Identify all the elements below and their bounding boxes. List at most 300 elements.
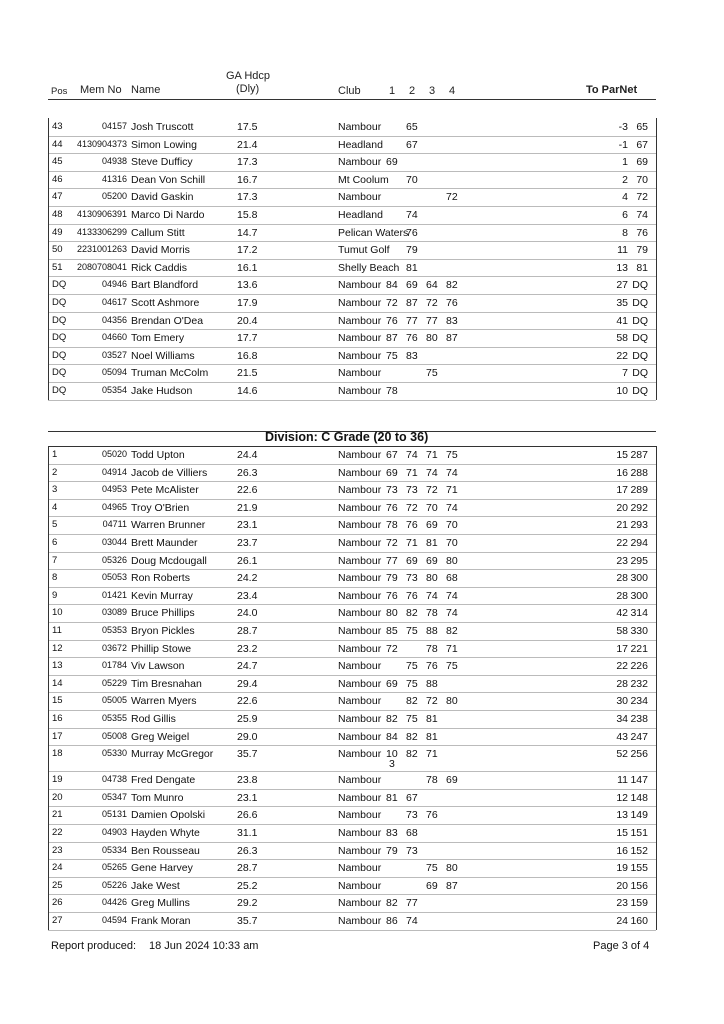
position-cell: 47 — [52, 191, 63, 203]
position-cell: 22 — [52, 827, 63, 838]
club-cell: Nambour — [338, 156, 382, 169]
club-cell: Nambour — [338, 660, 382, 673]
table-row — [48, 859, 656, 877]
round2-cell: 76 — [406, 226, 418, 239]
club-cell: Nambour — [338, 449, 382, 461]
member-number-cell: 04617 — [101, 297, 127, 307]
member-number-cell: 04356 — [101, 314, 127, 325]
club-cell: Nambour — [338, 897, 382, 910]
handicap-cell: 20.4 — [237, 314, 258, 327]
table-row — [48, 587, 656, 605]
member-number-cell: 03527 — [101, 349, 127, 360]
player-name-cell: Ben Rousseau — [131, 844, 200, 857]
round2-cell: 76 — [406, 519, 418, 532]
player-name-cell: Bryon Pickles — [131, 625, 195, 637]
round1-header: 1 — [389, 85, 396, 97]
player-name-cell: Dean Von Schill — [131, 173, 206, 186]
table-row — [48, 224, 656, 242]
member-number-cell: 05053 — [101, 572, 127, 583]
to-par-cell: -1 — [618, 138, 628, 151]
round3-cell: 72 — [426, 297, 438, 309]
member-number-cell: 04594 — [101, 915, 127, 925]
member-number-cell: 05226 — [101, 879, 127, 890]
round4-cell: 83 — [446, 314, 458, 327]
round3-cell: 88 — [426, 625, 438, 637]
position-cell: 19 — [52, 774, 63, 786]
to-par-cell: 12 — [616, 791, 628, 804]
handicap-cell: 21.5 — [237, 367, 258, 380]
to-par-cell: 52 — [616, 748, 628, 761]
club-cell: Nambour — [338, 809, 382, 822]
position-cell: 15 — [52, 695, 63, 707]
position-cell: 10 — [52, 607, 63, 619]
to-par-cell: 13 — [616, 809, 628, 822]
round3-cell: 74 — [426, 466, 438, 479]
round1-cell: 76 — [386, 314, 398, 327]
table-row — [48, 675, 656, 693]
round1-cell: 69 — [386, 466, 398, 479]
round1-cell: 86 — [386, 915, 398, 927]
round1-cell: 84 — [386, 730, 398, 743]
player-name-cell: Bart Blandford — [131, 279, 199, 292]
table-row — [48, 842, 656, 860]
player-name-cell: Viv Lawson — [131, 660, 185, 673]
club-cell: Nambour — [338, 748, 382, 761]
to-par-cell: 58 — [616, 625, 628, 637]
table-row — [48, 877, 656, 895]
member-number-cell: 04157 — [101, 121, 127, 131]
net-cell: 149 — [630, 809, 648, 822]
net-cell: 226 — [630, 660, 648, 673]
player-name-cell: Brett Maunder — [131, 537, 198, 549]
position-cell: 24 — [52, 862, 63, 874]
club-cell: Nambour — [338, 915, 382, 927]
round3-cell: 69 — [426, 519, 438, 532]
club-cell: Nambour — [338, 572, 382, 585]
handicap-cell: 16.1 — [237, 261, 258, 274]
player-name-cell: Bruce Phillips — [131, 607, 195, 620]
table-row — [48, 912, 656, 930]
round4-cell: 80 — [446, 862, 458, 875]
to-par-cell: 35 — [616, 297, 628, 309]
handicap-cell: 14.6 — [237, 385, 258, 397]
handicap-cell: 28.7 — [237, 862, 258, 875]
table-row — [48, 276, 656, 294]
report-produced-label: Report produced: — [51, 940, 136, 952]
to-par-net-header: To ParNet — [586, 84, 638, 96]
net-cell: 294 — [630, 537, 648, 549]
round2-cell: 74 — [406, 209, 418, 221]
net-cell: 151 — [630, 827, 648, 839]
row-divider — [48, 400, 656, 401]
handicap-cell: 24.4 — [237, 449, 258, 461]
club-cell: Nambour — [338, 367, 382, 380]
round3-cell: 88 — [426, 677, 438, 690]
round1-cell: 72 — [386, 537, 398, 549]
handicap-cell: 17.9 — [237, 297, 258, 309]
round4-cell: 82 — [446, 625, 458, 637]
player-name-cell: Phillip Stowe — [131, 642, 192, 655]
round2-cell: 76 — [406, 589, 418, 602]
net-cell: 65 — [636, 121, 648, 133]
to-par-cell: -3 — [618, 121, 628, 133]
round1-cell: 76 — [386, 501, 398, 514]
net-cell: 152 — [630, 844, 648, 857]
club-cell: Pelican Waters — [338, 226, 409, 239]
club-cell: Shelly Beach — [338, 261, 400, 274]
club-cell: Nambour — [338, 589, 382, 602]
handicap-cell: 24.7 — [237, 660, 258, 673]
net-cell: DQ — [632, 385, 648, 397]
round3-header: 3 — [429, 85, 436, 97]
handicap-cell: 31.1 — [237, 827, 258, 839]
handicap-cell: 17.3 — [237, 156, 258, 169]
member-number-cell: 4133306299 — [76, 226, 127, 237]
to-par-cell: 42 — [616, 607, 628, 620]
player-name-cell: Pete McAlister — [131, 484, 199, 497]
player-name-cell: Doug Mcdougall — [131, 554, 207, 567]
round4-cell: 68 — [446, 572, 458, 585]
member-number-cell: 05229 — [101, 677, 127, 688]
position-cell: 6 — [52, 537, 58, 548]
club-cell: Nambour — [338, 537, 382, 549]
to-par-cell: 27 — [616, 279, 628, 292]
club-cell: Nambour — [338, 879, 382, 892]
round2-cell: 74 — [406, 915, 418, 927]
member-number-cell: 05200 — [101, 191, 127, 202]
round4-cell: 74 — [446, 466, 458, 479]
round4-cell: 82 — [446, 279, 458, 292]
net-cell: 314 — [630, 607, 648, 620]
member-number-cell: 04903 — [101, 827, 127, 837]
player-name-cell: Greg Weigel — [131, 730, 190, 743]
position-cell: 9 — [52, 589, 58, 601]
to-par-cell: 28 — [616, 572, 628, 585]
round4-cell: 76 — [446, 297, 458, 309]
position-cell: 44 — [52, 138, 63, 150]
net-cell: 148 — [630, 791, 648, 804]
player-name-cell: Steve Dufficy — [131, 156, 193, 169]
ga-hdcp-header: GA Hdcp — [226, 70, 271, 82]
net-cell: 74 — [636, 209, 648, 221]
position-cell: 48 — [52, 209, 63, 220]
handicap-cell: 17.5 — [237, 121, 258, 133]
to-par-cell: 16 — [616, 844, 628, 857]
member-number-cell: 05334 — [101, 844, 127, 855]
member-number-cell: 05326 — [101, 554, 127, 565]
round4-cell: 69 — [446, 774, 458, 787]
net-cell: DQ — [632, 279, 648, 292]
round3-cell: 76 — [426, 660, 438, 673]
table-row — [48, 569, 656, 587]
to-par-cell: 13 — [616, 261, 628, 274]
round3-cell: 74 — [426, 589, 438, 602]
handicap-cell: 23.1 — [237, 791, 258, 804]
round1-cell: 78 — [386, 519, 398, 532]
member-number-cell: 05005 — [101, 695, 127, 706]
round3-cell: 78 — [426, 642, 438, 655]
page-number: Page 3 of 4 — [593, 940, 650, 952]
handicap-cell: 22.6 — [237, 695, 258, 708]
table-row — [48, 640, 656, 658]
name-header: Name — [131, 84, 161, 96]
round3-cell: 64 — [426, 279, 438, 292]
member-number-cell: 03089 — [101, 607, 127, 618]
round3-cell: 80 — [426, 332, 438, 345]
net-cell: 247 — [630, 730, 648, 743]
table-row — [48, 118, 656, 136]
net-cell: 72 — [636, 191, 648, 204]
table-border-right — [656, 446, 657, 930]
position-cell: 23 — [52, 844, 63, 856]
player-name-cell: Greg Mullins — [131, 897, 190, 910]
round2-cell: 73 — [406, 484, 418, 497]
position-cell: 46 — [52, 173, 63, 185]
member-number-cell: 2231001263 — [76, 244, 127, 255]
member-number-cell: 05131 — [101, 809, 127, 820]
member-number-cell: 05330 — [101, 748, 127, 759]
player-name-cell: Frank Moran — [131, 915, 191, 927]
net-cell: 81 — [636, 261, 648, 274]
to-par-cell: 11 — [617, 774, 628, 787]
table-row — [48, 364, 656, 382]
club-cell: Nambour — [338, 121, 382, 133]
net-cell: 221 — [630, 642, 648, 655]
table-row — [48, 771, 656, 789]
handicap-cell: 26.3 — [237, 466, 258, 479]
to-par-cell: 23 — [616, 897, 628, 910]
player-name-cell: Troy O'Brien — [131, 501, 190, 514]
member-number-cell: 01784 — [101, 660, 127, 671]
table-row — [48, 241, 656, 259]
handicap-cell: 26.6 — [237, 809, 258, 822]
net-cell: DQ — [632, 349, 648, 362]
position-cell: DQ — [52, 367, 67, 379]
round1-cell: 72 — [386, 297, 398, 309]
position-cell: 20 — [52, 791, 63, 803]
handicap-cell: 25.2 — [237, 879, 258, 892]
handicap-cell: 21.9 — [237, 501, 258, 514]
round4-cell: 75 — [446, 449, 458, 461]
net-cell: DQ — [632, 332, 648, 345]
net-cell: 330 — [630, 625, 648, 637]
to-par-cell: 43 — [616, 730, 628, 743]
player-name-cell: Marco Di Nardo — [131, 209, 205, 221]
to-par-cell: 28 — [616, 677, 628, 690]
pos-header: Pos — [51, 86, 68, 97]
player-name-cell: Warren Myers — [131, 695, 197, 708]
member-number-cell: 05354 — [101, 385, 127, 395]
to-par-cell: 1 — [622, 156, 628, 169]
player-name-cell: Fred Dengate — [131, 774, 196, 787]
member-number-cell: 04965 — [101, 501, 127, 512]
player-name-cell: Damien Opolski — [131, 809, 206, 822]
to-par-cell: 17 — [616, 642, 628, 655]
table-row — [48, 604, 656, 622]
table-border-left — [48, 118, 49, 400]
round2-cell: 71 — [406, 537, 418, 549]
round2-cell: 77 — [406, 314, 418, 327]
net-cell: 295 — [630, 554, 648, 567]
header-rule — [48, 99, 656, 100]
to-par-cell: 16 — [616, 466, 628, 479]
club-cell: Nambour — [338, 791, 382, 804]
table-row — [48, 789, 656, 807]
round2-cell: 75 — [406, 660, 418, 673]
to-par-cell: 22 — [616, 349, 628, 362]
round3-cell: 78 — [426, 774, 438, 787]
handicap-cell: 25.9 — [237, 713, 258, 725]
position-cell: 8 — [52, 572, 58, 584]
club-cell: Nambour — [338, 484, 382, 497]
position-cell: 16 — [52, 713, 63, 724]
round2-cell: 72 — [406, 501, 418, 514]
round1-cell: 80 — [386, 607, 398, 620]
club-header: Club — [338, 85, 361, 97]
position-cell: 5 — [52, 519, 58, 531]
round4-cell: 74 — [446, 501, 458, 514]
round3-cell: 71 — [426, 449, 438, 461]
round2-cell: 81 — [406, 261, 418, 274]
club-cell: Nambour — [338, 625, 382, 637]
round3-cell: 75 — [426, 862, 438, 875]
net-cell: 289 — [630, 484, 648, 497]
table-row — [48, 136, 656, 154]
club-cell: Nambour — [338, 279, 382, 292]
round1-cell-wrap: 3 — [389, 758, 395, 771]
division-title: Division: C Grade (20 to 36) — [265, 430, 429, 444]
table-border-left — [48, 446, 49, 930]
round1-cell: 85 — [386, 625, 398, 637]
player-name-cell: Scott Ashmore — [131, 297, 200, 309]
handicap-cell: 23.1 — [237, 519, 258, 532]
handicap-cell: 23.7 — [237, 537, 258, 549]
position-cell: 50 — [52, 244, 63, 256]
to-par-cell: 28 — [616, 589, 628, 602]
table-row — [48, 481, 656, 499]
player-name-cell: Josh Truscott — [131, 121, 194, 133]
position-cell: 51 — [52, 261, 63, 273]
handicap-cell: 24.0 — [237, 607, 258, 620]
to-par-cell: 15 — [616, 827, 628, 839]
net-cell: 232 — [630, 677, 648, 690]
round1-cell: 82 — [386, 897, 398, 910]
club-cell: Nambour — [338, 730, 382, 743]
handicap-cell: 26.3 — [237, 844, 258, 857]
net-cell: DQ — [632, 367, 648, 380]
to-par-cell: 21 — [616, 519, 628, 532]
to-par-cell: 15 — [616, 449, 628, 461]
round2-cell: 79 — [406, 244, 418, 257]
round4-cell: 71 — [446, 642, 458, 655]
net-cell: DQ — [632, 314, 648, 327]
to-par-cell: 11 — [617, 244, 628, 257]
club-cell: Nambour — [338, 466, 382, 479]
net-cell: 292 — [630, 501, 648, 514]
club-cell: Nambour — [338, 862, 382, 875]
player-name-cell: Jake West — [131, 879, 180, 892]
table-row — [48, 552, 656, 570]
to-par-cell: 17 — [616, 484, 628, 497]
round4-cell: 71 — [446, 484, 458, 497]
player-name-cell: Rod Gillis — [131, 713, 176, 725]
club-cell: Nambour — [338, 844, 382, 857]
member-number-cell: 04953 — [101, 484, 127, 495]
player-name-cell: Truman McColm — [131, 367, 209, 380]
player-name-cell: Rick Caddis — [131, 261, 188, 274]
handicap-cell: 17.7 — [237, 332, 258, 345]
round2-cell: 87 — [406, 297, 418, 309]
round2-cell: 65 — [406, 121, 418, 133]
player-name-cell: Todd Upton — [131, 449, 185, 461]
member-number-cell: 2080708041 — [76, 261, 127, 272]
club-cell: Mt Coolum — [338, 173, 389, 186]
round3-cell: 70 — [426, 501, 438, 514]
handicap-cell: 21.4 — [237, 138, 258, 151]
position-cell: 4 — [52, 501, 58, 513]
handicap-cell: 35.7 — [237, 748, 258, 761]
handicap-cell: 17.3 — [237, 191, 258, 204]
club-cell: Nambour — [338, 191, 382, 204]
table-row — [48, 259, 656, 277]
position-cell: 3 — [52, 484, 58, 496]
table-row — [48, 312, 656, 330]
handicap-cell: 14.7 — [237, 226, 258, 239]
table-row — [48, 329, 656, 347]
table-row — [48, 824, 656, 842]
table-row — [48, 745, 656, 771]
to-par-cell: 8 — [622, 226, 628, 239]
position-cell: 25 — [52, 879, 63, 891]
handicap-cell: 23.2 — [237, 642, 258, 655]
round2-cell: 77 — [406, 897, 418, 910]
member-number-cell: 04914 — [101, 466, 127, 477]
round1-cell: 84 — [386, 279, 398, 292]
club-cell: Nambour — [338, 827, 382, 839]
round1-cell: 69 — [386, 677, 398, 690]
to-par-cell: 10 — [616, 385, 628, 397]
net-cell: 234 — [630, 695, 648, 708]
position-cell: DQ — [52, 279, 67, 291]
table-row — [48, 499, 656, 517]
player-name-cell: Callum Stitt — [131, 226, 185, 239]
net-cell: 160 — [630, 915, 648, 927]
round2-cell: 75 — [406, 713, 418, 725]
to-par-cell: 20 — [616, 501, 628, 514]
table-row — [48, 171, 656, 189]
table-row — [48, 294, 656, 312]
round2-cell: 74 — [406, 449, 418, 461]
table-row — [48, 382, 656, 400]
handicap-cell: 16.8 — [237, 349, 258, 362]
player-name-cell: David Gaskin — [131, 191, 194, 204]
round3-cell: 81 — [426, 730, 438, 743]
net-cell: 287 — [630, 449, 648, 461]
round3-cell: 81 — [426, 713, 438, 725]
table-row — [48, 153, 656, 171]
to-par-cell: 19 — [616, 862, 628, 875]
round2-cell: 75 — [406, 677, 418, 690]
dly-header: (Dly) — [236, 83, 260, 95]
member-number-cell: 04426 — [101, 897, 127, 908]
round1-cell: 76 — [386, 589, 398, 602]
table-row — [48, 692, 656, 710]
net-cell: 156 — [630, 879, 648, 892]
round2-cell: 71 — [406, 466, 418, 479]
table-row — [48, 657, 656, 675]
net-cell: 79 — [636, 244, 648, 257]
round1-cell: 81 — [386, 791, 398, 804]
